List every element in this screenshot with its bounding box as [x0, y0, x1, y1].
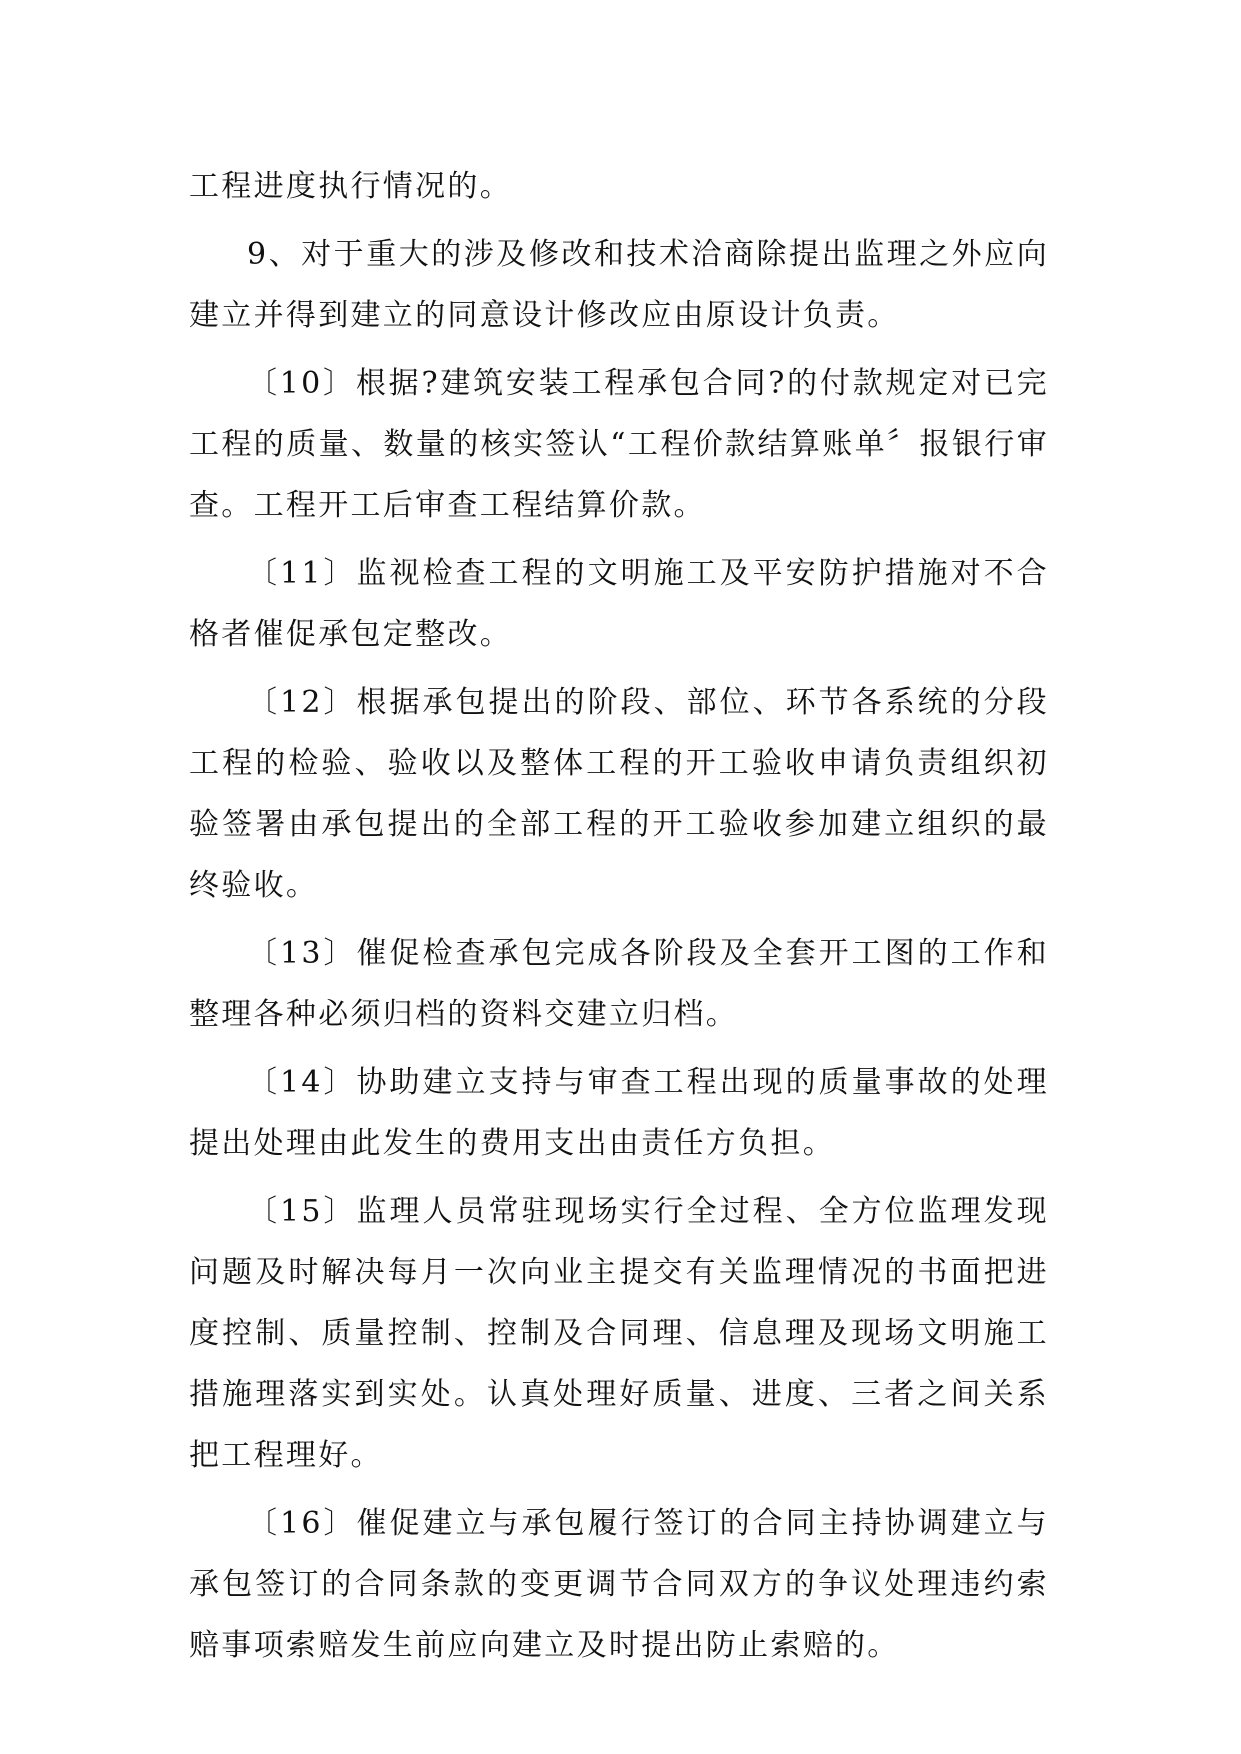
- paragraph-item-10: 〔10〕根据?建筑安装工程承包合同?的付款规定对已完工程的质量、数量的核实签认“工程价款结算账单〞报银行审查。工程开工后审查工程结算价款。: [189, 366, 1049, 523]
- paragraph-item-11: 〔11〕监视检查工程的文明施工及平安防护措施对不合格者催促承包定整改。: [189, 556, 1049, 652]
- paragraph-item-15: 〔15〕监理人员常驻现场实行全过程、全方位监理发现问题及时解决每月一次向业主提交有关监理情况的书面把进度控制、质量控制、控制及合同理、信息理及现场文明施工措施理落实到实处。认真处理好质量、进度、三者之间关系把工程理好。: [189, 1194, 1049, 1473]
- paragraph-item-14: 〔14〕协助建立支持与审查工程出现的质量事故的处理提出处理由此发生的费用支出由责任方负担。: [189, 1065, 1049, 1161]
- document-body: [189, 156, 1049, 1683]
- paragraph-continuation: 工程进度执行情况的。: [189, 169, 512, 204]
- paragraph-item-9: 9、对于重大的涉及修改和技术洽商除提出监理之外应向建立并得到建立的同意设计修改应由原设计负责。: [189, 237, 1049, 333]
- paragraph-item-12: 〔12〕根据承包提出的阶段、部位、环节各系统的分段工程的检验、验收以及整体工程的开工验收申请负责组织初验签署由承包提出的全部工程的开工验收参加建立组织的最终验收。: [189, 685, 1049, 903]
- paragraph-item-13: 〔13〕催促检查承包完成各阶段及全套开工图的工作和整理各种必须归档的资料交建立归档。: [189, 936, 1049, 1032]
- paragraph-item-16: 〔16〕催促建立与承包履行签订的合同主持协调建立与承包签订的合同条款的变更调节合同双方的争议处理违约索赔事项索赔发生前应向建立及时提出防止索赔的。: [189, 1506, 1049, 1663]
